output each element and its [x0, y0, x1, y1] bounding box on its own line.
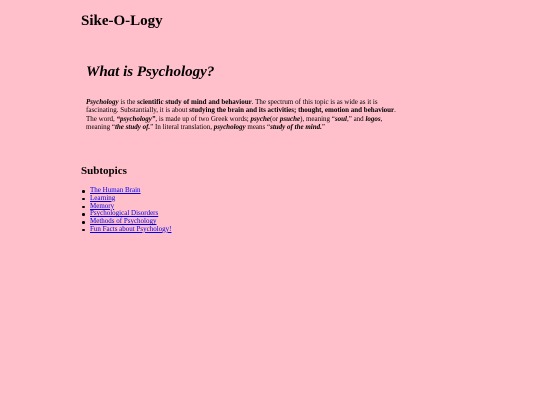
intro-term: study of the mind.: [270, 123, 322, 132]
section-heading: What is Psychology?: [86, 64, 215, 80]
intro-paragraph: [86, 98, 404, 132]
subtopic-link-memory[interactable]: Memory: [90, 201, 115, 210]
site-title: Sike-O-Logy: [81, 13, 163, 29]
intro-text: ”: [321, 123, 325, 132]
intro-text: ” In literal translation,: [150, 123, 214, 132]
subtopic-link-psychological-disorders[interactable]: Psychological Disorders: [90, 209, 159, 218]
intro-text: is the: [118, 98, 138, 106]
intro-text: . The word,: [86, 106, 396, 123]
intro-term: psuche: [279, 114, 301, 123]
intro-text: ,” and: [346, 114, 366, 123]
intro-emphasis: scientific study of mind and behaviour: [137, 98, 252, 106]
intro-text: . The spectrum of this topic is as wide as it is fascinating. Substantially, it is about: [86, 98, 378, 115]
subtopic-link-human-brain[interactable]: The Human Brain: [90, 186, 141, 194]
intro-emphasis: studying the brain and its activities; thought, emotion and behaviour: [189, 106, 395, 115]
intro-term: “psychology”: [116, 114, 156, 123]
subtopic-link-learning[interactable]: Learning: [90, 193, 116, 202]
intro-text: , is made up of two Greek words;: [155, 114, 251, 123]
subtopics-list: [81, 187, 171, 234]
intro-term: soul: [334, 114, 347, 123]
intro-term: Psychology: [86, 98, 119, 106]
intro-term: logos: [365, 114, 381, 123]
intro-text: ), meaning “: [300, 114, 335, 123]
intro-term: the study of.: [114, 123, 151, 132]
intro-term: psyche: [250, 114, 270, 123]
intro-text: means “: [245, 123, 271, 132]
list-item: [81, 226, 171, 234]
subtopics-heading: Subtopics: [81, 165, 127, 177]
intro-text: (or: [269, 114, 280, 123]
subtopic-link-fun-facts[interactable]: Fun Facts about Psychology!: [90, 224, 172, 233]
intro-term: psychology: [213, 123, 246, 132]
intro-text: , meaning “: [86, 114, 383, 132]
subtopic-link-methods-of-psychology[interactable]: Methods of Psychology: [90, 217, 157, 226]
